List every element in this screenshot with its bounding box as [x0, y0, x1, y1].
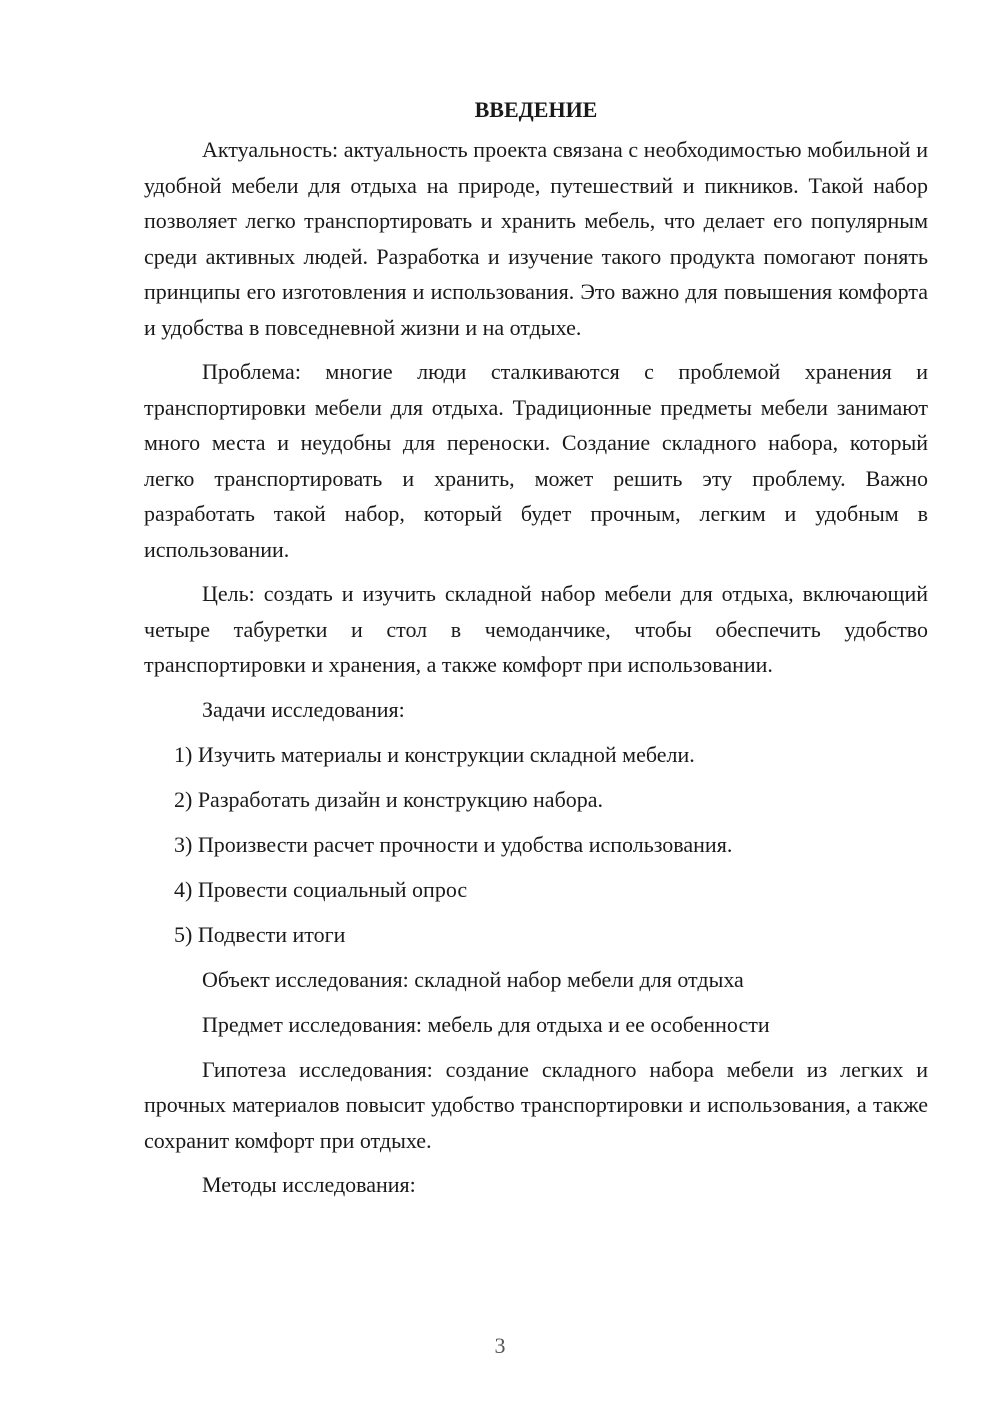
- list-item: 3) Произвести расчет прочности и удобства использования.: [174, 831, 733, 857]
- goal-paragraph: Цель: создать и изучить складной набор мебели для отдыха, включающий четыре табуретки и стол в чемоданчике, чтобы обеспечить удобство транспортировки и хранения, а также комфорт при использовании.: [144, 581, 928, 677]
- relevance-paragraph: Актуальность: актуальность проекта связана с необходимостью мобильной и удобной мебели для отдыха на природе, путешествий и пикников. Такой набор позволяет легко транспортировать и хранить мебель, что делает его популярным среди активных людей. Разработка и изучение такого продукта помогают понять принципы его изготовления и использования. Это важно для повышения комфорта и удобства в повседневной жизни и на отдыхе.: [144, 137, 928, 340]
- list-item: 4) Провести социальный опрос: [174, 876, 468, 902]
- research-subject: Предмет исследования: мебель для отдыха и ее особенности: [202, 1011, 770, 1037]
- problem-paragraph: Проблема: многие люди сталкиваются с проблемой хранения и транспортировки мебели для отдыха. Традиционные предметы мебели занимают много места и неудобны для переноски. Создание складного набора, который легко транспортировать и хранить, может решить эту проблему. Важно разработать такой набор, который будет прочным, легким и удобным в использовании.: [144, 359, 928, 562]
- document-page: [144, 96, 928, 1212]
- list-item: 5) Подвести итоги: [174, 921, 346, 947]
- methods-title: Методы исследования:: [202, 1172, 416, 1197]
- section-heading: ВВЕДЕНИЕ: [474, 97, 598, 122]
- tasks-title: Задачи исследования:: [202, 696, 405, 722]
- list-item: 2) Разработать дизайн и конструкцию набора.: [174, 786, 604, 812]
- research-object: Объект исследования: складной набор мебели для отдыха: [202, 966, 744, 992]
- list-item: 1) Изучить материалы и конструкции складной мебели.: [174, 741, 695, 767]
- hypothesis-paragraph: Гипотеза исследования: создание складного набора мебели из легких и прочных материалов повысит удобство транспортировки и использования, а также сохранит комфорт при отдыхе.: [144, 1056, 928, 1153]
- page-number: 3: [494, 1333, 506, 1358]
